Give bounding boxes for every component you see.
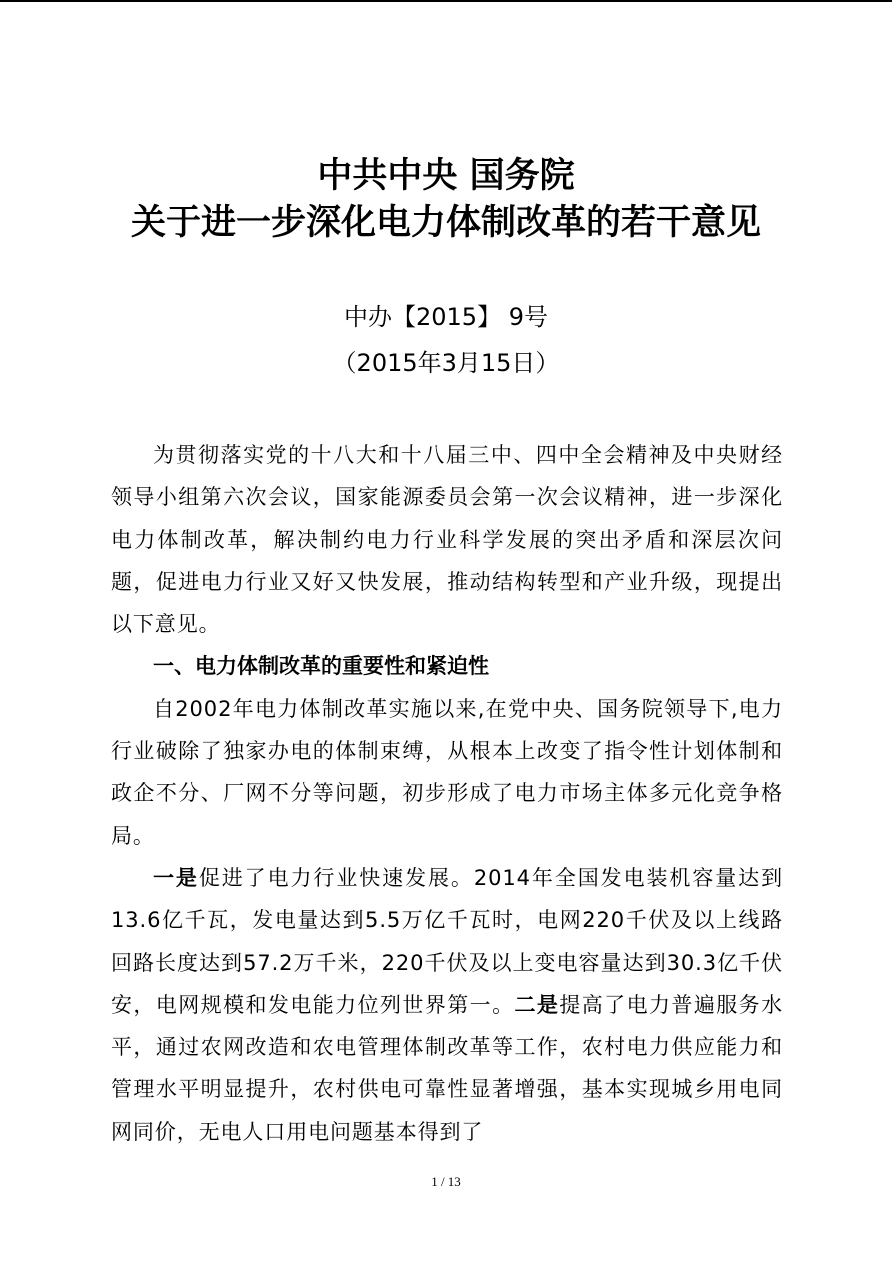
section-heading: 一、电力体制改革的重要性和紧迫性 — [153, 654, 489, 679]
document-reference — [0, 294, 892, 386]
document-date: （2015年3月15日） — [332, 349, 560, 377]
section-paragraph: 自2002年电力体制改革实施以来,在党中央、国务院领导下,电力行业破除了独家办电的体制束缚，从根本上改变了指令性计划体制和政企不分、厂网不分等问题，初步形成了电力市场主体多元化竞争格局。 — [111, 696, 783, 848]
title-line-issuers: 中共中央 国务院 — [317, 155, 575, 196]
document-body — [111, 434, 783, 1153]
document-number: 中办【2015】 9号 — [344, 303, 548, 331]
title-line-subject: 关于进一步深化电力体制改革的若干意见 — [130, 202, 761, 243]
page-number: 1 / 13 — [431, 1174, 461, 1189]
intro-paragraph: 为贯彻落实党的十八大和十八届三中、四中全会精神及中央财经领导小组第六次会议，国家能源委员会第一次会议精神，进一步深化电力体制改革，解决制约电力行业科学发展的突出矛盾和深层次问题，促进电力行业又好又快发展，推动结构转型和产业升级，现提出以下意见。 — [111, 443, 783, 637]
point-lead-1: 一是 — [153, 865, 199, 890]
points-paragraph — [111, 857, 783, 1153]
point-text-2: 提高了电力普遍服务水平，通过农网改造和农电管理体制改革等工作，农村电力供应能力和管理水平明显提升，农村供电可靠性显著增强，基本实现城乡用电同网同价，无电人口用电问题基本得到了 — [111, 992, 783, 1144]
point-lead-2: 二是 — [514, 992, 560, 1017]
document-title — [0, 152, 892, 246]
point-text-1: 促进了电力行业快速发展。2014年全国发电装机容量达到13.6亿千瓦，发电量达到5.5万亿千瓦时，电网220千伏及以上线路回路长度达到57.2万千米，220千伏及以上变电容量达到30.3亿千伏安，电网规模和发电能力位列世界第一。 — [111, 865, 783, 1017]
